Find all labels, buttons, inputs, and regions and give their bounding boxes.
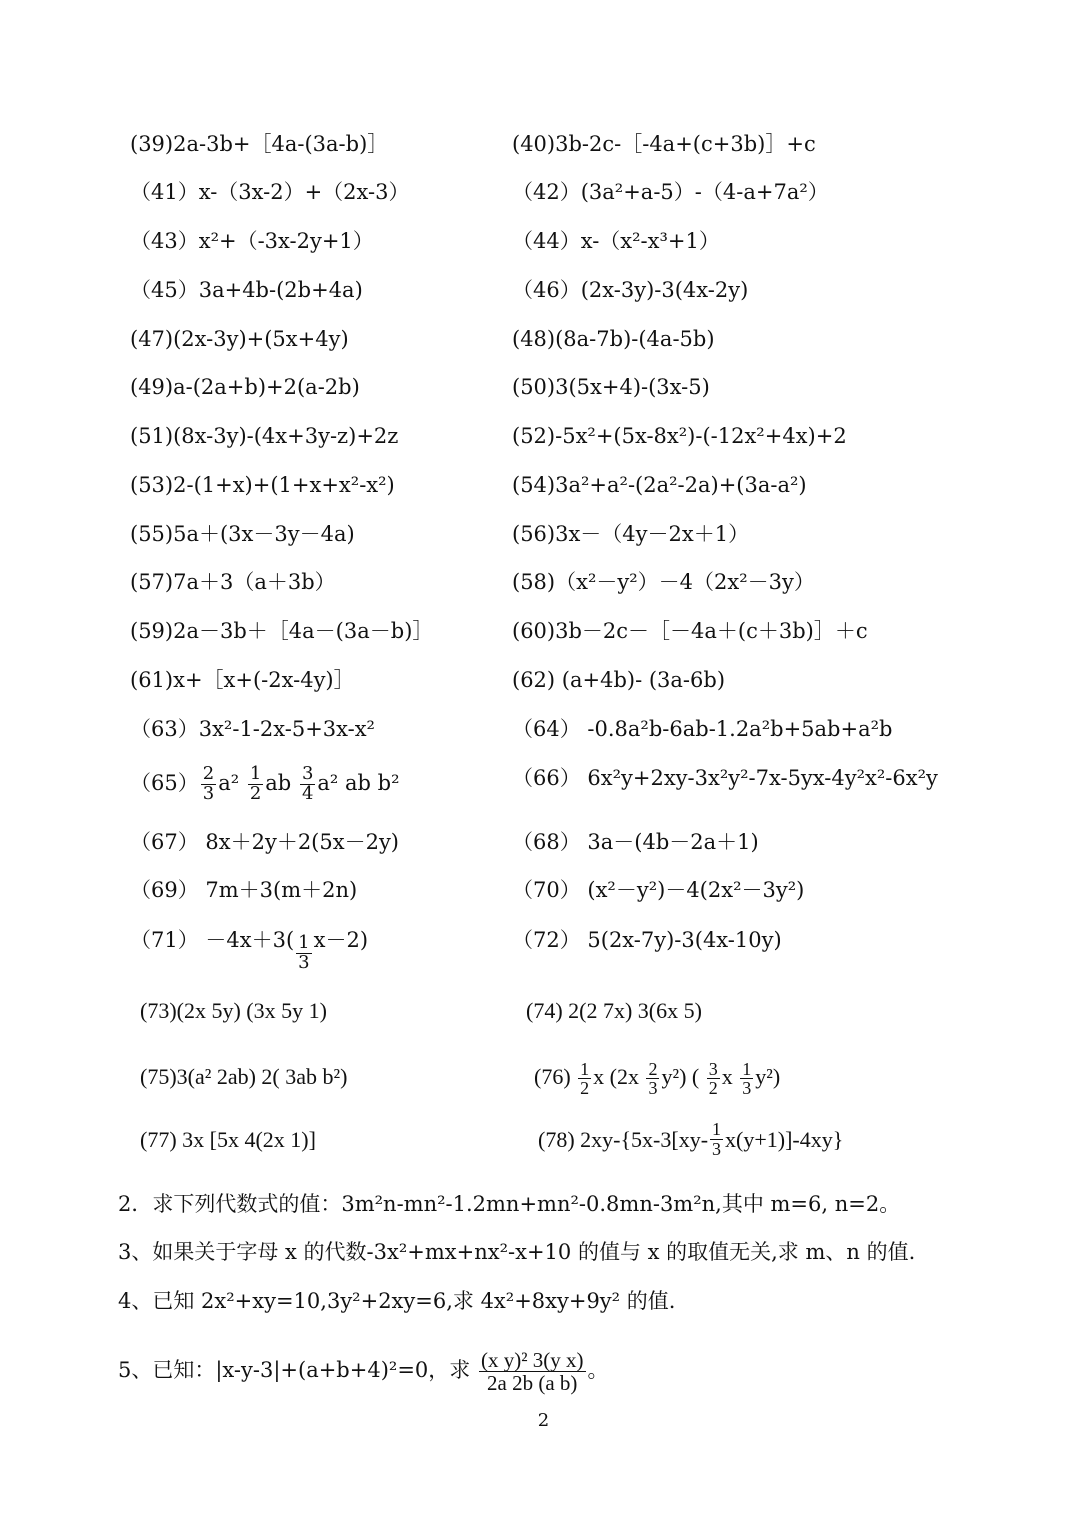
fraction-numerator: 1 (249, 763, 262, 785)
fraction (248, 765, 263, 804)
problem-row (130, 270, 990, 310)
fraction-numerator: 2 (202, 763, 215, 785)
fraction-numerator: 1 (712, 1119, 722, 1139)
problem-54: (54)3a²+a²-(2a²-2a)+(3a-a²) (512, 473, 807, 497)
problem-row (130, 416, 990, 456)
question-3: 3、如果关于字母 x 的代数-3x²+mx+nx²-x+10 的值与 x 的取值无关,求 m、n 的值. (118, 1240, 916, 1264)
problem-70: （70） (x²－y²)－4(2x²－3y²) (512, 878, 805, 902)
problem-39: (39)2a-3b+［4a-(3a-b)］ (130, 132, 389, 156)
fraction (201, 765, 216, 804)
fraction-denominator: 3 (648, 1078, 658, 1099)
problem-row (130, 660, 990, 700)
question-label: 5、已知：|x-y-3|+(a+b+4)²=0，求 (118, 1358, 471, 1382)
problem-41: （41）x-（3x-2）+（2x-3） (130, 180, 410, 204)
problem-row (140, 1052, 1000, 1108)
fraction-numerator: 3 (301, 763, 314, 785)
problem-label: (76) (534, 1064, 571, 1089)
problem-56: (56)3x－（4y－2x＋1） (512, 522, 750, 546)
term: a² ab b² (317, 771, 400, 795)
problem-72: （72） 5(2x-7y)-3(4x-10y) (512, 928, 782, 952)
problem-67: （67） 8x＋2y＋2(5x－2y) (130, 830, 400, 854)
problem-77: (77) 3x [5x 4(2x 1)] (140, 1127, 316, 1152)
term: x(y+1)]-4xy} (725, 1127, 844, 1152)
fraction (710, 1120, 723, 1159)
fraction-denominator: 2a 2b (a b) (487, 1371, 578, 1395)
question-5 (118, 1340, 609, 1400)
problem-40: (40)3b-2c-［-4a+(c+3b)］+c (512, 132, 816, 156)
problem-74: (74) 2(2 7x) 3(6x 5) (526, 998, 702, 1023)
problem-51: (51)(8x-3y)-(4x+3y-z)+2z (130, 424, 399, 448)
problem-49: (49)a-(2a+b)+2(a-2b) (130, 375, 360, 399)
problem-73: (73)(2x 5y) (3x 5y 1) (140, 998, 327, 1023)
problem-43: （43）x²+（-3x-2y+1） (130, 229, 374, 253)
problem-row (130, 172, 990, 212)
question-4: 4、已知 2x²+xy=10,3y²+2xy=6,求 4x²+8xy+9y² 的值. (118, 1289, 676, 1313)
fraction-numerator: 1 (742, 1058, 752, 1079)
fraction (646, 1060, 659, 1099)
fraction-denominator: 2 (580, 1078, 590, 1099)
problem-52: (52)-5x²+(5x-8x²)-(-12x²+4x)+2 (512, 424, 847, 448)
problem-row (130, 562, 990, 602)
page-number: 2 (537, 1410, 550, 1431)
problem-row (130, 367, 990, 407)
fraction-numerator: 1 (298, 932, 310, 953)
problem-row (130, 920, 990, 973)
problem-60: (60)3b－2c－［－4a＋(c＋3b)］＋c (512, 619, 868, 643)
term: ab (265, 771, 292, 795)
problem-53: (53)2-(1+x)+(1+x+x²-x²) (130, 473, 395, 497)
question-2: 2．求下列代数式的值：3m²n-mn²-1.2mn+mn²-0.8mn-3m²n,其中 m=6, n=2。 (118, 1192, 901, 1216)
problem-55: (55)5a＋(3x－3y－4a) (130, 522, 355, 546)
fraction (479, 1349, 586, 1394)
problem-row (130, 465, 990, 505)
problem-row (130, 124, 990, 164)
problem-row (140, 1118, 1000, 1174)
problem-label: （65） (130, 771, 199, 795)
problem-row (140, 991, 1000, 1031)
problem-66: （66） 6x²y+2xy-3x²y²-7x-5yx-4y²x²-6x²y (512, 766, 938, 790)
fraction-numerator: 2 (648, 1058, 658, 1079)
problem-row (130, 758, 990, 808)
problem-68: （68） 3a－(4b－2a＋1) (512, 830, 759, 854)
fraction (740, 1060, 753, 1099)
fraction-denominator: 2 (708, 1078, 718, 1099)
problem-42: （42）(3a²+a-5）-（4-a+7a²） (512, 180, 829, 204)
fraction-numerator: 1 (580, 1058, 590, 1079)
term: x (721, 1064, 733, 1089)
term: x (2x (593, 1064, 639, 1089)
problem-label: (78) 2xy-{5x-3[xy- (538, 1127, 709, 1152)
term: a² (218, 771, 240, 795)
problem-46: （46）(2x-3y)-3(4x-2y) (512, 278, 749, 302)
problem-64: （64） -0.8a²b-6ab-1.2a²b+5ab+a²b (512, 717, 893, 741)
problem-63: （63）3x²-1-2x-5+3x-x² (130, 717, 375, 741)
fraction-denominator: 3 (202, 783, 215, 804)
fraction (707, 1060, 720, 1099)
problem-71 (130, 920, 368, 973)
problem-label: （71） －4x＋3( (130, 928, 295, 952)
problem-row (130, 514, 990, 554)
punctuation: 。 (587, 1358, 609, 1382)
problem-48: (48)(8a-7b)-(4a-5b) (512, 327, 715, 351)
problem-75: (75)3(a² 2ab) 2( 3ab b²) (140, 1064, 348, 1089)
problem-row (130, 611, 990, 651)
fraction-numerator: 3 (708, 1058, 718, 1079)
problem-47: (47)(2x-3y)+(5x+4y) (130, 327, 349, 351)
fraction-denominator: 3 (742, 1078, 752, 1099)
problem-76 (534, 1052, 780, 1102)
problem-50: (50)3(5x+4)-(3x-5) (512, 375, 710, 399)
problem-row (130, 822, 990, 862)
problem-row (130, 319, 990, 359)
fraction (296, 934, 311, 973)
problem-61: (61)x+［x+(-2x-4y)］ (130, 668, 355, 692)
fraction-denominator: 3 (712, 1138, 722, 1159)
problem-row (130, 870, 990, 910)
fraction (578, 1060, 591, 1099)
problem-78 (538, 1118, 843, 1162)
fraction-denominator: 3 (298, 951, 310, 973)
problem-row (130, 709, 990, 749)
problem-row (130, 221, 990, 261)
term: y²) (755, 1064, 781, 1089)
problem-65 (130, 758, 400, 808)
fraction-numerator: (x y)² 3(y x) (480, 1347, 584, 1372)
problem-58: (58)（x²－y²）－4（2x²－3y） (512, 570, 815, 594)
problem-69: （69） 7m＋3(m＋2n) (130, 878, 358, 902)
term: x－2) (313, 928, 369, 952)
problem-45: （45）3a+4b-(2b+4a) (130, 278, 363, 302)
problem-59: (59)2a－3b＋［4a－(3a－b)］ (130, 619, 434, 643)
problem-57: (57)7a＋3（a＋3b） (130, 570, 336, 594)
problem-62: (62) (a+4b)- (3a-6b) (512, 668, 726, 692)
term: y²) ( (661, 1064, 700, 1089)
fraction-denominator: 4 (301, 783, 314, 804)
fraction-denominator: 2 (249, 783, 262, 804)
problem-44: （44）x-（x²-x³+1） (512, 229, 720, 253)
fraction (300, 765, 315, 804)
